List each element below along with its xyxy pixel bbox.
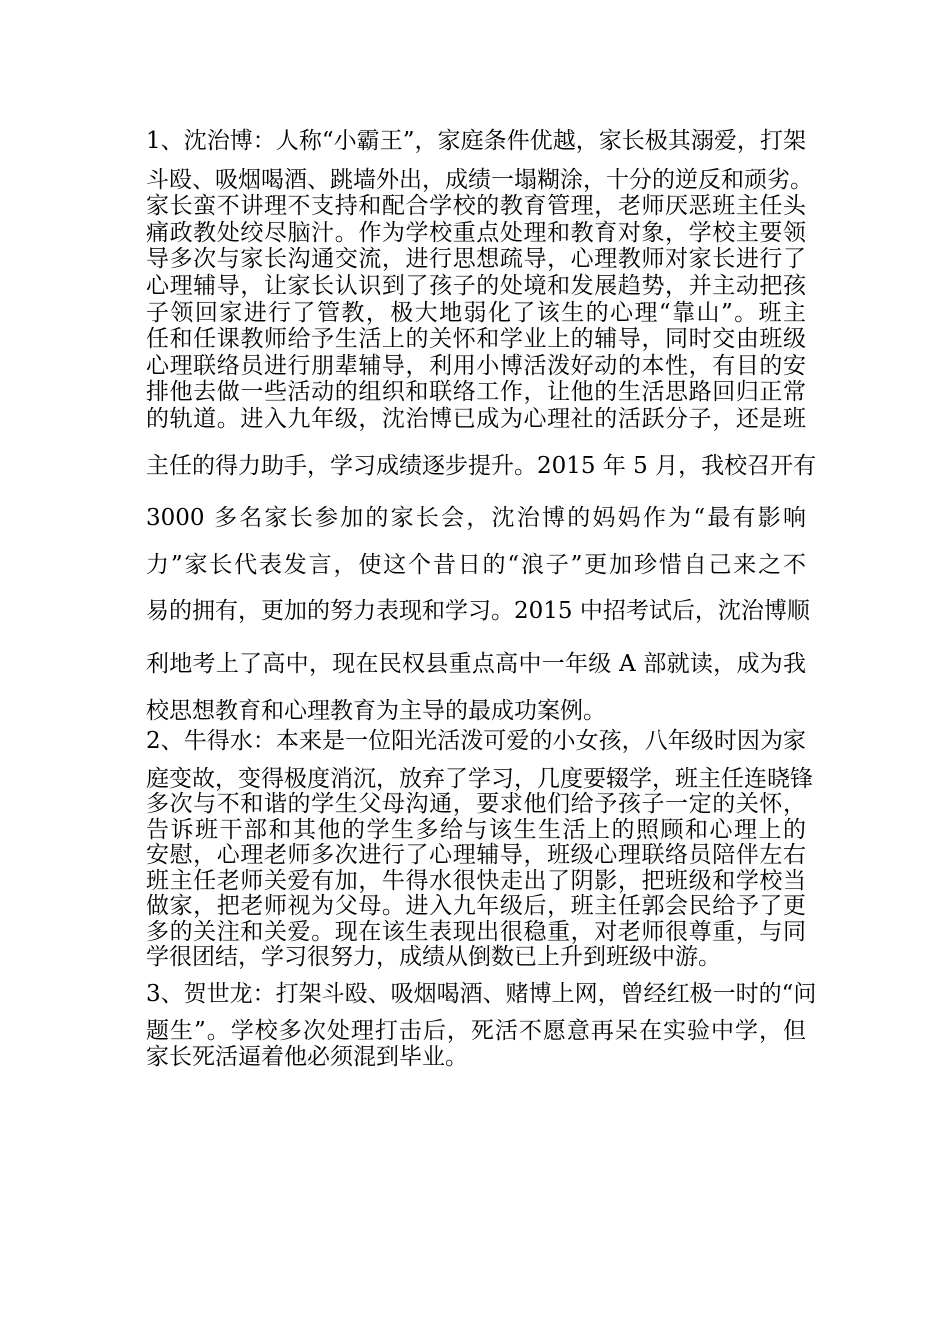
paragraph-line: 庭变故，变得极度消沉，放弃了学习，几度要辍学，班主任连晓锋 [146, 765, 813, 792]
paragraph-line: 1、沈治博：人称“小霸王”，家庭条件优越，家长极其溺爱，打架 [146, 128, 806, 154]
document-body [146, 128, 817, 1070]
paragraph-line: 排他去做一些活动的组织和联络工作，让他的生活思路回归正常 [146, 379, 806, 406]
paragraph-line: 主任的得力助手，学习成绩逐步提升。2015 年 5 月，我校召开有 [146, 452, 817, 479]
paragraph-line: 痛政教处绞尽脑汁。作为学校重点处理和教育对象，学校主要领 [146, 219, 806, 246]
paragraph-line: 子领回家进行了管教，极大地弱化了该生的心理“靠山”。班主 [146, 299, 806, 326]
paragraph-line: 斗殴、吸烟喝酒、跳墙外出，成绩一塌糊涂，十分的逆反和顽劣。 [146, 166, 813, 193]
paragraph-line: 2、牛得水：本来是一位阳光活泼可爱的小女孩，八年级时因为家 [146, 728, 806, 755]
paragraph-line: 家长蛮不讲理不支持和配合学校的教育管理，老师厌恶班主任头 [146, 193, 806, 220]
paragraph-line: 班主任老师关爱有加，牛得水很快走出了阴影，把班级和学校当 [146, 867, 806, 894]
paragraph-line: 做家，把老师视为父母。进入九年级后，班主任郭会民给予了更 [146, 893, 806, 920]
paragraph-line: 3、贺世龙：打架斗殴、吸烟喝酒、赌博上网，曾经红极一时的“问 [146, 980, 817, 1007]
paragraph-line: 安慰，心理老师多次进行了心理辅导，班级心理联络员陪伴左右 [146, 842, 806, 869]
paragraph-1 [146, 128, 817, 724]
paragraph-line: 力”家长代表发言，使这个昔日的“浪子”更加珍惜自己来之不 [146, 551, 806, 578]
paragraph-line: 心理联络员进行朋辈辅导，利用小博活泼好动的本性，有目的安 [146, 352, 806, 379]
paragraph-line: 题生”。学校多次处理打击后，死活不愿意再呆在实验中学，但 [146, 1018, 806, 1045]
paragraph-line: 告诉班干部和其他的学生多给与该生生活上的照顾和心理上的 [146, 816, 806, 843]
paragraph-line: 学很团结，学习很努力，成绩从倒数已上升到班级中游。 [146, 944, 721, 971]
paragraph-line: 3000 多名家长参加的家长会，沈治博的妈妈作为“最有影响 [146, 505, 806, 532]
paragraph-line: 校思想教育和心理教育为主导的最成功案例。 [146, 697, 606, 724]
paragraph-2 [146, 728, 813, 971]
paragraph-line: 易的拥有，更加的努力表现和学习。2015 中招考试后，沈治博顺 [146, 598, 810, 625]
paragraph-line: 多次与不和谐的学生父母沟通，要求他们给予孩子一定的关怀， [146, 791, 806, 818]
paragraph-line: 心理辅导，让家长认识到了孩子的处境和发展趋势，并主动把孩 [146, 272, 806, 299]
paragraph-line: 多的关注和关爱。现在该生表现出很稳重，对老师很尊重，与同 [146, 918, 806, 945]
paragraph-line: 任和任课教师给予生活上的关怀和学业上的辅导，同时交由班级 [146, 326, 806, 353]
paragraph-line: 导多次与家长沟通交流，进行思想疏导，心理教师对家长进行了 [146, 246, 806, 273]
paragraph-line: 利地考上了高中，现在民权县重点高中一年级 A 部就读，成为我 [146, 650, 806, 677]
paragraph-3 [146, 980, 817, 1071]
paragraph-line: 家长死活逼着他必须混到毕业。 [146, 1043, 468, 1070]
paragraph-line: 的轨道。进入九年级，沈治博已成为心理社的活跃分子，还是班 [146, 405, 806, 432]
